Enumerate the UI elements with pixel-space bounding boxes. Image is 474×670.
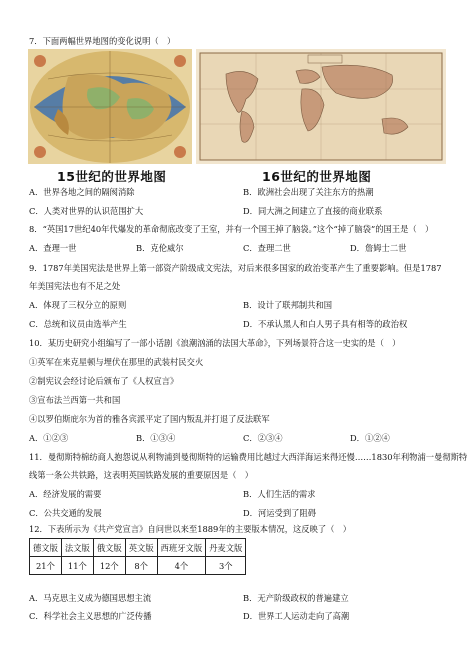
q11-stem-line1: 11．曼彻斯特棉纺商人抱怨说从利物浦到曼彻斯特的运输费用比越过大西洋海运来得还慢……1830年利物浦一曼彻斯特	[29, 452, 468, 462]
q9-stem-line2: 年美国宪法也有不足之处	[29, 281, 121, 291]
table-cell: 4个	[157, 557, 206, 575]
q12-option-b: B．无产阶级政权的普遍建立	[243, 593, 349, 603]
q7-option-d: D．同大洲之间建立了直接的商业联系	[243, 206, 383, 216]
q10-item-2: ②制宪议会经讨论后颁布了《人权宣言》	[29, 376, 179, 386]
q11-stem-line2: 线第一条公共铁路，这表明英国铁路发展的重要原因是（ ）	[29, 470, 254, 480]
q9-option-d: D．不承认黑人和白人男子具有相等的政治权	[243, 319, 408, 329]
q8-option-c: C．查理二世	[243, 243, 291, 253]
q7-option-c: C．人类对世界的认识范围扩大	[29, 206, 144, 216]
map-15th-century	[28, 49, 192, 164]
table-header-cell: 西班牙文版	[157, 539, 206, 557]
q10-item-1: ①英军在来克星顿与埋伏在那里的武装村民交火	[29, 357, 204, 367]
q8-stem: 8．“英国17世纪40年代爆发的革命彻底改变了王室，并有一个国王掉了脑袋。”这个“掉了脑袋”的国王是（ ）	[29, 224, 434, 234]
q7-stem: 7．下面两幅世界地图的变化说明（ ）	[29, 36, 176, 46]
q10-option-d: D．①②④	[350, 433, 390, 443]
q10-item-4: ④以罗伯斯庇尔为首的雅各宾派平定了国内叛乱并打退了反法联军	[29, 414, 270, 424]
table-cell: 12个	[93, 557, 125, 575]
table-cell: 8个	[125, 557, 157, 575]
table-row	[30, 557, 246, 575]
q7-option-b: B．欧洲社会出现了关注东方的热潮	[243, 187, 374, 197]
q12-option-c: C．科学社会主义思想的广泛传播	[29, 611, 152, 621]
caption-16th-map: 16世纪的世界地图	[262, 169, 372, 184]
table-cell: 11个	[61, 557, 93, 575]
q9-option-b: B．设计了联邦制共和国	[243, 300, 333, 310]
q10-option-a: A．①②③	[29, 433, 69, 443]
q8-option-a: A．查理一世	[29, 243, 77, 253]
q10-option-c: C．②③④	[243, 433, 283, 443]
table-header-row	[30, 539, 246, 557]
caption-15th-map: 15世纪的世界地图	[57, 169, 167, 184]
q9-stem-line1: 9．1787年美国宪法是世界上第一部资产阶级成文宪法，对后来很多国家的政治变革产生了重要影响。但是1787	[29, 263, 442, 273]
q10-option-b: B．①③④	[136, 433, 176, 443]
q9-option-a: A．体现了三权分立的原则	[29, 300, 127, 310]
q9-option-c: C．总统和议员由选举产生	[29, 319, 127, 329]
table-header-cell: 法文版	[61, 539, 93, 557]
q11-option-c: C．公共交通的发展	[29, 508, 102, 518]
q11-option-d: D．河运受到了阻碍	[243, 508, 317, 518]
table-header-cell: 俄文版	[93, 539, 125, 557]
q8-option-b: B．克伦威尔	[136, 243, 184, 253]
q10-item-3: ③宣布法兰西第一共和国	[29, 395, 121, 405]
q7-option-a: A．世界各地之间的隔阂消除	[29, 187, 135, 197]
table-cell: 3个	[206, 557, 246, 575]
table-cell: 21个	[30, 557, 62, 575]
map-16th-century	[196, 49, 446, 164]
q12-option-a: A．马克思主义成为德国思想主流	[29, 593, 152, 603]
table-header-cell: 德文版	[30, 539, 62, 557]
table-header-cell: 丹麦文版	[206, 539, 246, 557]
q12-option-d: D．世界工人运动走向了高潮	[243, 611, 350, 621]
q11-option-b: B．人们生活的需求	[243, 489, 316, 499]
table-header-cell: 英文版	[125, 539, 157, 557]
q12-stem: 12．下表所示为《共产党宣言》自问世以来至1889年的主要版本情况，这反映了（ ）	[29, 524, 352, 534]
q8-option-d: D．詹姆士二世	[350, 243, 407, 253]
q10-stem: 10．某历史研究小组编写了一部小话剧《浪潮汹涌的法国大革命》，下列场景符合这一史实的是（ ）	[29, 338, 401, 348]
q11-option-a: A．经济发展的需要	[29, 489, 102, 499]
editions-table	[29, 538, 246, 575]
